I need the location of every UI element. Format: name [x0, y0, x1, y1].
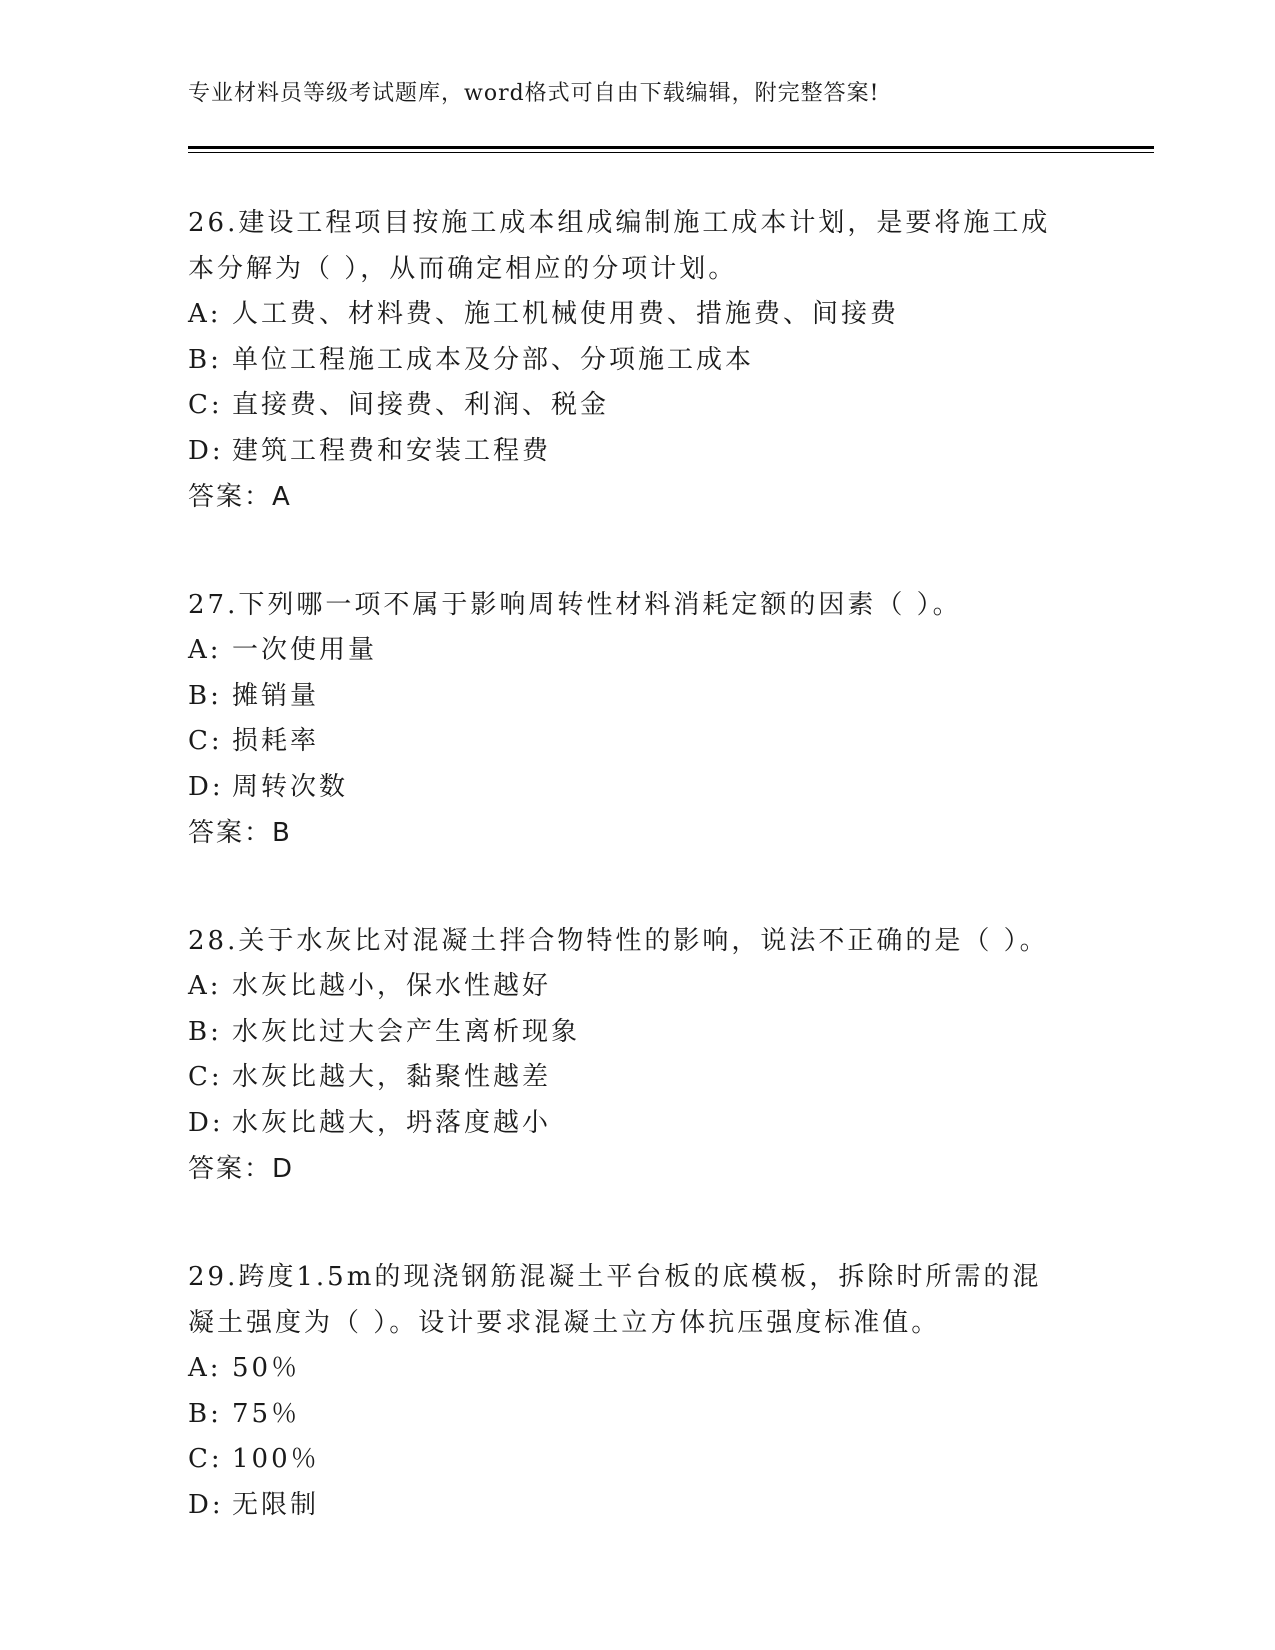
option-a: [188, 964, 1088, 1010]
option-text: 周转次数: [232, 771, 349, 802]
option-text: 一次使用量: [232, 635, 378, 665]
answer: 答案：B: [188, 818, 292, 848]
option-b: [188, 338, 1088, 384]
option-text: 建筑工程费和安装工程费: [232, 435, 552, 466]
option-text: 摊销量: [232, 680, 320, 711]
option-text: 单位工程施工成本及分部、分项施工成本: [232, 344, 755, 375]
option-a: [188, 1346, 1088, 1392]
option-d: [188, 429, 1088, 475]
option-b: [188, 1010, 1088, 1056]
option-d: [188, 765, 1088, 811]
option-c: [188, 1437, 1088, 1483]
option-c: [188, 383, 1088, 429]
option-text: 50％: [232, 1353, 301, 1383]
option-text: 水灰比过大会产生离析现象: [232, 1016, 581, 1047]
option-text: 损耗率: [232, 726, 320, 756]
option-d: [188, 1483, 1088, 1529]
option-text: 无限制: [232, 1489, 320, 1520]
option-key: D:: [188, 771, 224, 802]
option-d: [188, 1101, 1088, 1147]
option-b: [188, 674, 1088, 720]
option-text: 直接费、间接费、利润、税金: [232, 390, 610, 420]
option-key: A:: [188, 299, 222, 329]
question-26: [188, 200, 1088, 520]
option-key: C:: [188, 1062, 223, 1092]
question-stem: 29.跨度1.5m的现浇钢筋混凝土平台板的底模板，拆除时所需的混凝土强度为（ ）。设计要求混凝土立方体抗压强度标准值。: [188, 1262, 1042, 1338]
option-c: [188, 1055, 1088, 1101]
header-divider: [188, 146, 1154, 149]
question-stem: 28.关于水灰比对混凝土拌合物特性的影响，说法不正确的是（ ）。: [188, 926, 1049, 956]
page-header: 专业材料员等级考试题库，word格式可自由下载编辑，附完整答案!: [188, 81, 880, 106]
option-key: D:: [188, 1107, 224, 1138]
option-a: [188, 628, 1088, 674]
option-text: 水灰比越大，坍落度越小: [232, 1107, 552, 1138]
option-key: D:: [188, 1489, 224, 1520]
answer: 答案：D: [188, 1154, 295, 1184]
question-stem: 27.下列哪一项不属于影响周转性材料消耗定额的因素（ ）。: [188, 590, 962, 620]
question-28: [188, 918, 1088, 1192]
option-key: C:: [188, 1444, 223, 1474]
option-c: [188, 719, 1088, 765]
option-key: D:: [188, 435, 224, 466]
option-key: B:: [188, 344, 222, 375]
option-key: C:: [188, 726, 223, 756]
question-29: [188, 1254, 1088, 1528]
question-stem: 26.建设工程项目按施工成本组成编制施工成本计划，是要将施工成本分解为（ ），从而确定相应的分项计划。: [188, 208, 1051, 284]
option-key: C:: [188, 390, 223, 420]
option-text: 水灰比越大，黏聚性越差: [232, 1062, 552, 1092]
option-key: A:: [188, 1353, 222, 1383]
option-text: 75％: [232, 1398, 301, 1429]
option-text: 100％: [232, 1444, 320, 1474]
answer: 答案：A: [188, 482, 292, 512]
option-key: B:: [188, 1398, 222, 1429]
option-key: B:: [188, 1016, 222, 1047]
option-a: [188, 292, 1088, 338]
option-key: B:: [188, 680, 222, 711]
option-key: A:: [188, 971, 222, 1001]
option-text: 人工费、材料费、施工机械使用费、措施费、间接费: [232, 299, 900, 329]
option-text: 水灰比越小，保水性越好: [232, 971, 552, 1001]
question-list: [188, 200, 1088, 1574]
option-key: A:: [188, 635, 222, 665]
question-27: [188, 582, 1088, 856]
option-b: [188, 1392, 1088, 1438]
